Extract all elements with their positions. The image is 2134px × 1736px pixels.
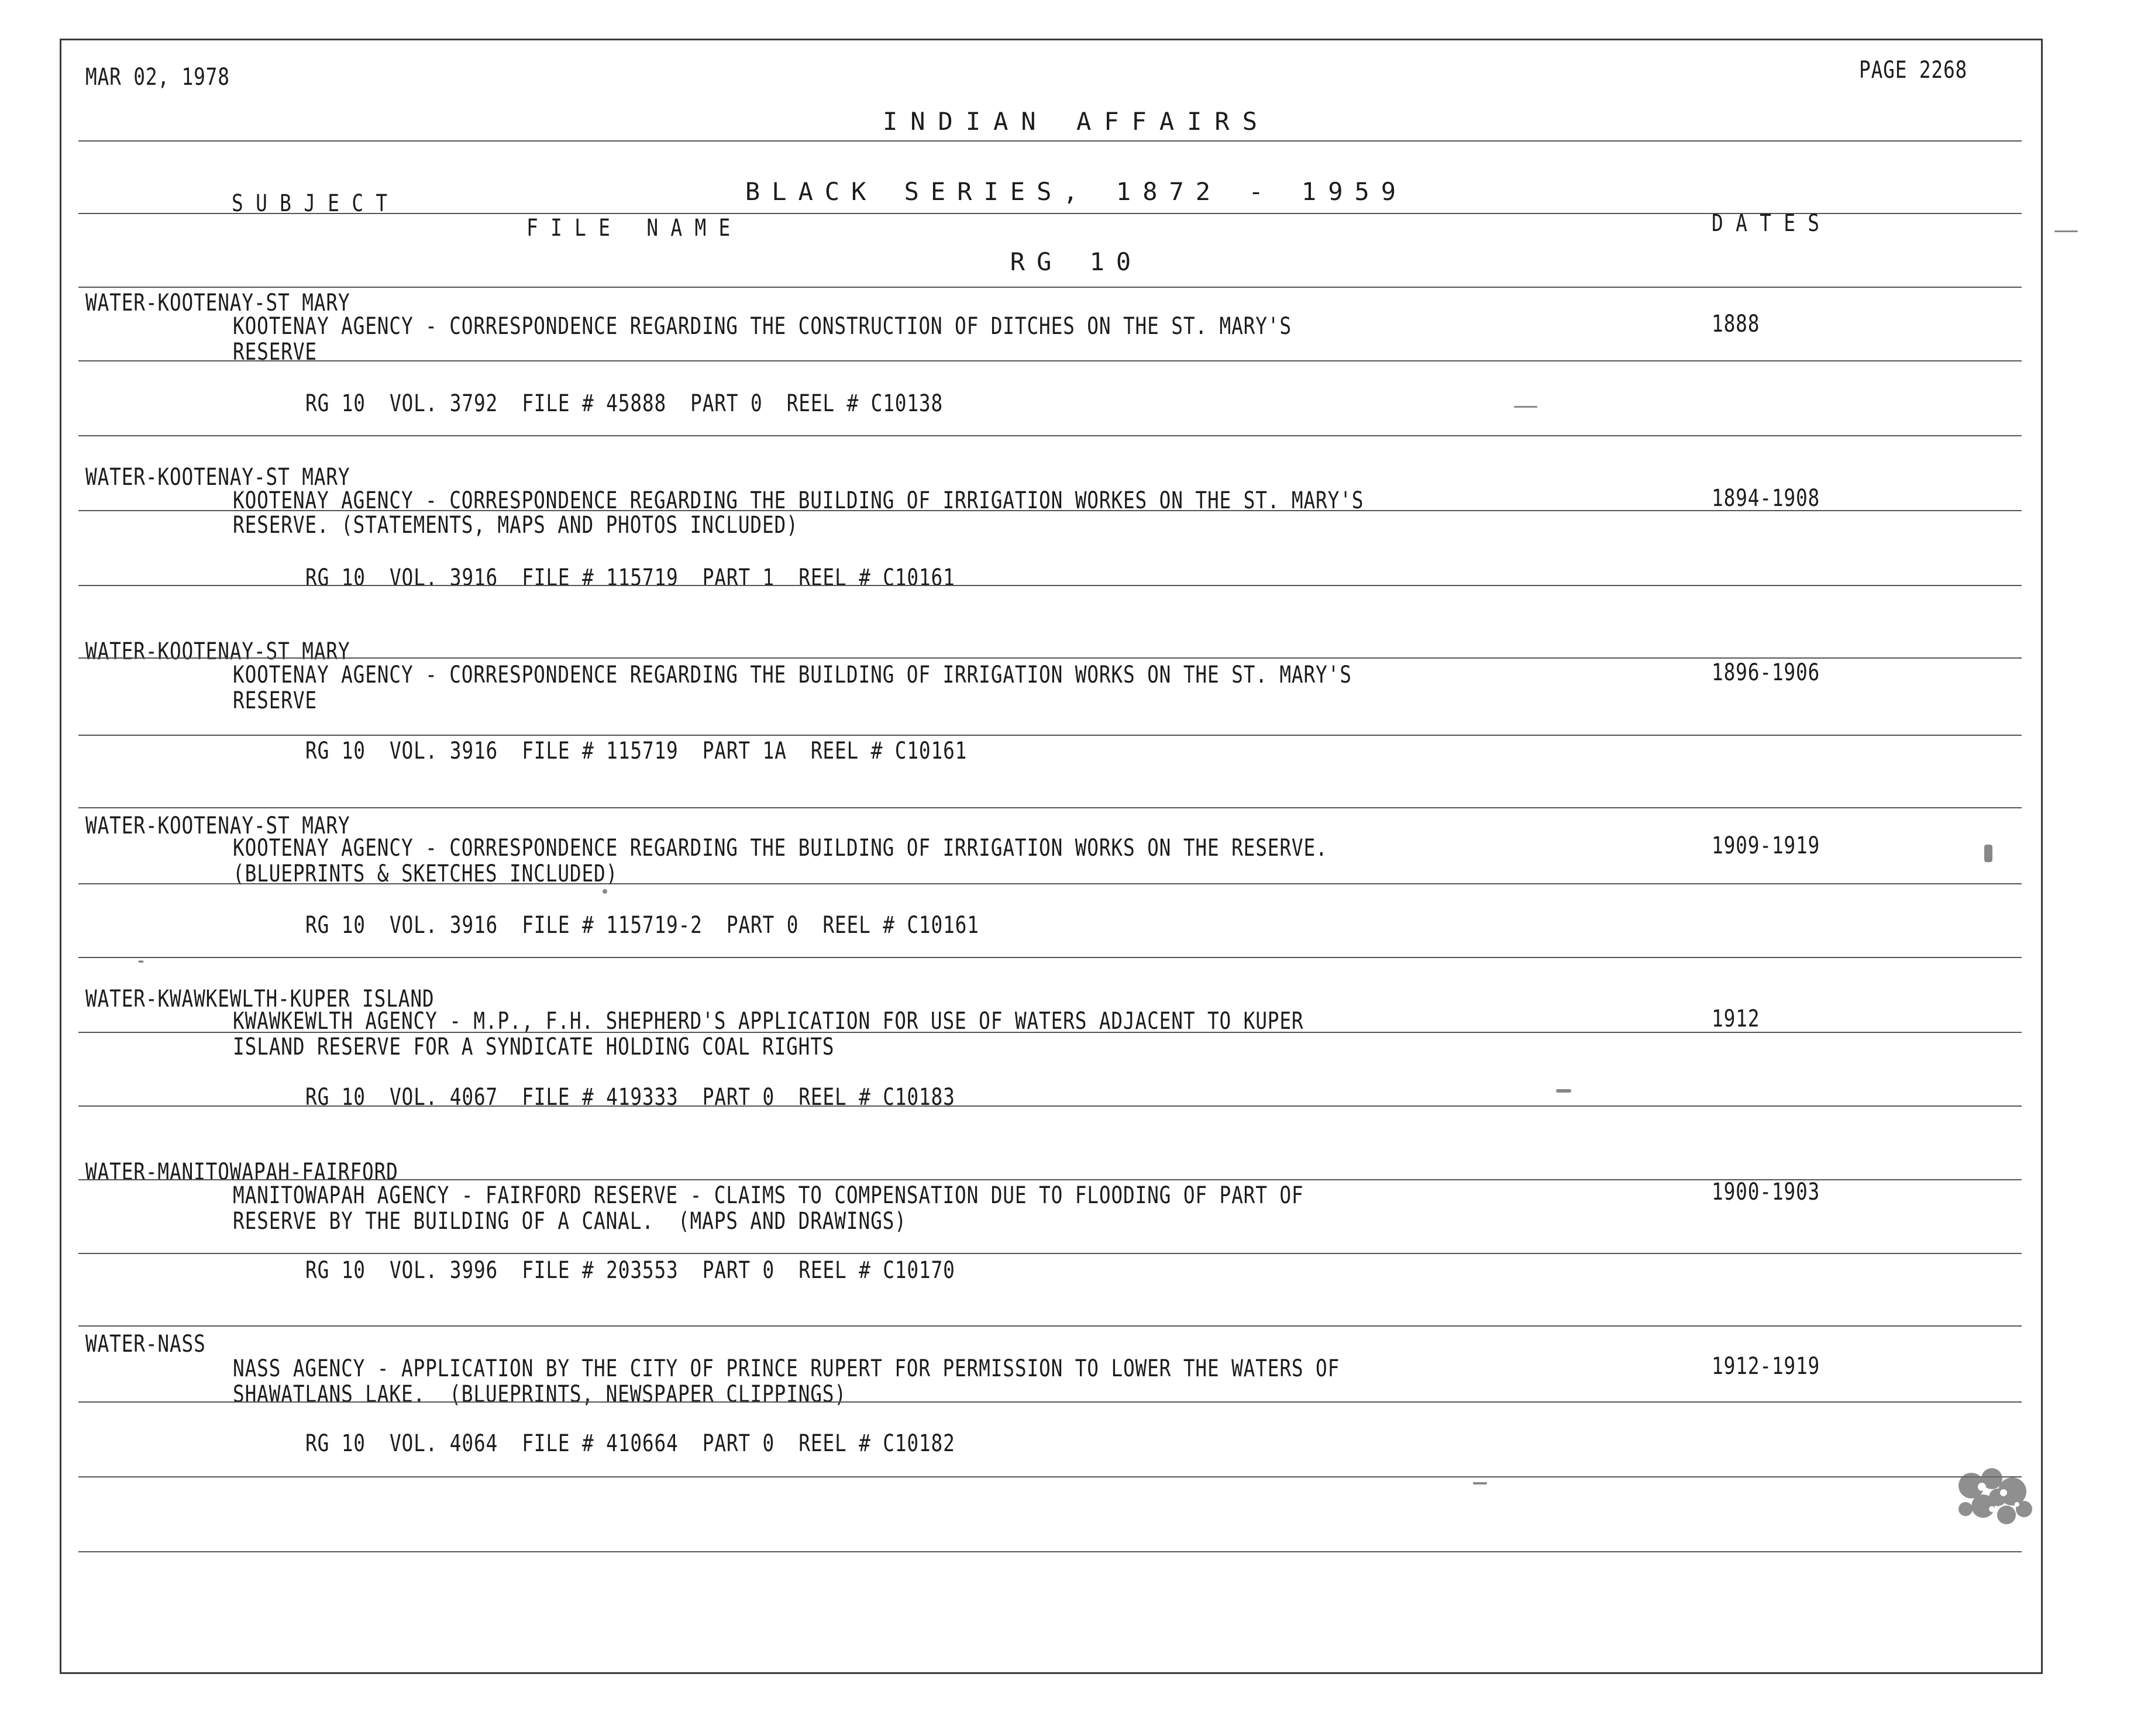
entry-2-dates: 1894-1908 <box>1712 485 1820 512</box>
entry-6-line-1: MANITOWAPAH AGENCY - FAIRFORD RESERVE - CLAIMS TO COMPENSATION DUE TO FLOODING OF PART OF <box>233 1182 1304 1209</box>
report-date: MAR 02, 1978 <box>85 64 230 91</box>
entry-6-dates: 1900-1903 <box>1712 1179 1820 1205</box>
entry-3-line-2: RESERVE <box>233 687 317 714</box>
entry-1-reference: RG 10 VOL. 3792 FILE # 45888 PART 0 REEL # C10138 <box>305 390 944 417</box>
entry-3-line-1: KOOTENAY AGENCY - CORRESPONDENCE REGARDING THE BUILDING OF IRRIGATION WORKS ON THE ST. MARY'S <box>233 662 1352 688</box>
entry-5-reference: RG 10 VOL. 4067 FILE # 419333 PART 0 REEL # C10183 <box>305 1084 955 1111</box>
entry-6-reference: RG 10 VOL. 3996 FILE # 203553 PART 0 REEL # C10170 <box>305 1257 955 1284</box>
entry-5-rule <box>78 1032 2022 1033</box>
entry-3-reference: RG 10 VOL. 3916 FILE # 115719 PART 1A REEL # C10161 <box>305 738 968 764</box>
entry-2-line-1: KOOTENAY AGENCY - CORRESPONDENCE REGARDING THE BUILDING OF IRRIGATION WORKES ON THE ST. MARY'S <box>233 487 1364 514</box>
entry-7-bottom-rule <box>78 1476 2022 1477</box>
title-line-3: RG 10 <box>1010 247 1143 276</box>
report-title <box>643 63 1509 297</box>
entry-4-line-1: KOOTENAY AGENCY - CORRESPONDENCE REGARDING THE BUILDING OF IRRIGATION WORKS ON THE RESERVE. <box>233 835 1328 862</box>
header-rule <box>78 140 2022 142</box>
entry-4-bottom-rule <box>78 957 2022 958</box>
entry-4-dates: 1909-1919 <box>1712 832 1820 859</box>
entry-4-rule <box>78 883 2022 884</box>
scan-speck <box>1514 406 1537 408</box>
entry-5-dates: 1912 <box>1712 1005 1760 1032</box>
entry-1-bottom-rule <box>78 435 2022 436</box>
entry-5-subject: WATER-KWAWKEWLTH-KUPER ISLAND <box>85 986 435 1012</box>
entry-1-dates: 1888 <box>1712 311 1760 337</box>
page-number: PAGE 2268 <box>1859 57 1968 84</box>
entry-7-reference: RG 10 VOL. 4064 FILE # 410664 PART 0 REEL # C10182 <box>305 1430 955 1457</box>
entry-6-bottom-rule <box>78 1325 2022 1327</box>
entry-4-line-2: (BLUEPRINTS & SKETCHES INCLUDED) <box>233 860 618 887</box>
scan-speck <box>603 889 607 894</box>
blank-rule <box>78 1551 2022 1552</box>
entry-1-subject: WATER-KOOTENAY-ST MARY <box>85 290 350 316</box>
entry-7-line-1: NASS AGENCY - APPLICATION BY THE CITY OF PRINCE RUPERT FOR PERMISSION TO LOWER THE WATERS OF <box>233 1355 1340 1382</box>
entry-3-bottom-rule <box>78 807 2022 808</box>
entry-4-reference: RG 10 VOL. 3916 FILE # 115719-2 PART 0 REEL # C10161 <box>305 912 979 939</box>
column-file-name: FILE NAME <box>526 215 743 242</box>
entry-2-line-2: RESERVE. (STATEMENTS, MAPS AND PHOTOS INCLUDED) <box>233 512 798 539</box>
entry-2-bottom-rule <box>78 585 2022 586</box>
entry-3-subject: WATER-KOOTENAY-ST MARY <box>85 638 350 665</box>
entry-2-subject: WATER-KOOTENAY-ST MARY <box>85 464 350 491</box>
entry-3-top-rule <box>78 657 2022 659</box>
entry-7-line-2: SHAWATLANS LAKE. (BLUEPRINTS, NEWSPAPER CLIPPINGS) <box>233 1381 846 1408</box>
scan-speck <box>138 960 144 963</box>
column-dates: DATES <box>1712 210 1832 237</box>
entry-3-rule <box>78 735 2022 736</box>
column-bottom-rule <box>78 287 2022 288</box>
entry-1-line-1: KOOTENAY AGENCY - CORRESPONDENCE REGARDING THE CONSTRUCTION OF DITCHES ON THE ST. MARY'S <box>233 313 1292 340</box>
entry-1-rule <box>78 360 2022 361</box>
ink-blot-mark <box>1936 1451 2059 1556</box>
column-subject: SUBJECT <box>232 190 400 217</box>
scan-speck <box>1556 1089 1571 1093</box>
entry-1-line-2: RESERVE <box>233 339 317 366</box>
scan-speck <box>1473 1482 1487 1484</box>
entry-6-line-2: RESERVE BY THE BUILDING OF A CANAL. (MAPS AND DRAWINGS) <box>233 1208 907 1235</box>
entry-5-line-1: KWAWKEWLTH AGENCY - M.P., F.H. SHEPHERD'S APPLICATION FOR USE OF WATERS ADJACENT TO KUPER <box>233 1008 1304 1035</box>
scan-speck <box>2054 230 2078 232</box>
entry-7-dates: 1912-1919 <box>1712 1353 1820 1380</box>
title-line-1: INDIAN AFFAIRS <box>882 107 1270 136</box>
title-line-2: BLACK SERIES, 1872 - 1959 <box>745 177 1408 206</box>
entry-5-line-2: ISLAND RESERVE FOR A SYNDICATE HOLDING COAL RIGHTS <box>233 1034 835 1060</box>
entry-3-dates: 1896-1906 <box>1712 659 1820 686</box>
entry-6-rule <box>78 1253 2022 1254</box>
scan-speck <box>1984 845 1992 862</box>
entry-4-subject: WATER-KOOTENAY-ST MARY <box>85 812 350 839</box>
entry-2-reference: RG 10 VOL. 3916 FILE # 115719 PART 1 REEL # C10161 <box>305 564 955 591</box>
entry-2-rule <box>78 510 2022 511</box>
entry-7-rule <box>78 1401 2022 1403</box>
entry-5-bottom-rule <box>78 1105 2022 1107</box>
entry-6-subject: WATER-MANITOWAPAH-FAIRFORD <box>85 1159 398 1186</box>
entry-7-subject: WATER-NASS <box>85 1331 206 1358</box>
